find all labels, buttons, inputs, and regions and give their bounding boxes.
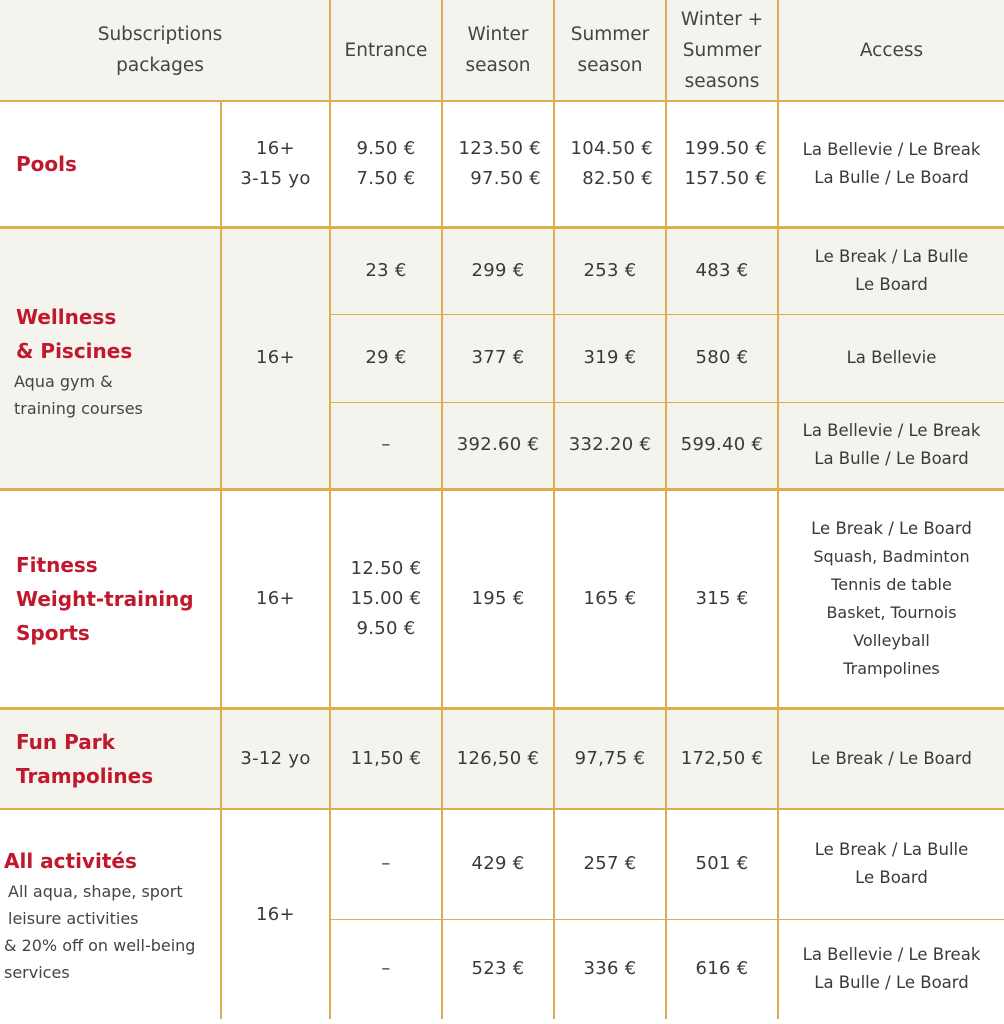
fitness-access-2: Tennis de table — [831, 574, 952, 594]
header-winter-l2: season — [465, 55, 531, 76]
pools-both-1: 199.50 € — [684, 137, 767, 159]
header-summer-l1: Summer — [570, 24, 650, 45]
fitness-row — [0, 489, 1004, 708]
wellness-3-winter: 392.60 € — [442, 402, 554, 489]
funpark-label-cell — [0, 708, 221, 809]
pools-row — [0, 101, 1004, 227]
all-subtitle-3: & 20% off on well-being — [4, 935, 196, 955]
wellness-1-access-2: Le Board — [855, 275, 928, 294]
pools-entrance — [330, 101, 442, 227]
pools-title: Pools — [0, 101, 221, 227]
pools-entrance-1: 9.50 € — [356, 137, 416, 159]
wellness-label-cell — [0, 227, 221, 489]
pools-summer-1: 104.50 € — [570, 137, 653, 159]
header-both — [666, 0, 778, 101]
wellness-1-summer: 253 € — [554, 227, 666, 314]
wellness-2-access: La Bellevie — [778, 314, 1004, 402]
pools-age-1: 16+ — [256, 137, 295, 159]
header-package-label: Subscriptions packages — [97, 24, 223, 76]
header-winter-l1: Winter — [467, 24, 529, 45]
fitness-entrance-1: 12.50 € — [350, 557, 422, 579]
all-2-winter: 523 € — [442, 919, 554, 1019]
funpark-row — [0, 708, 1004, 809]
fitness-title-2: Weight-training — [16, 586, 194, 611]
pools-summer-2: 82.50 € — [582, 167, 653, 189]
header-summer-l2: season — [577, 55, 643, 76]
fitness-entrance-2: 15.00 € — [350, 587, 422, 609]
pools-winter-1: 123.50 € — [458, 137, 541, 159]
all-1-both: 501 € — [666, 809, 778, 919]
wellness-2-entrance: 29 € — [330, 314, 442, 402]
pools-both — [666, 101, 778, 227]
funpark-both: 172,50 € — [666, 708, 778, 809]
all-age: 16+ — [221, 809, 330, 1019]
funpark-title-1: Fun Park — [16, 729, 115, 754]
all-title: All activités — [4, 848, 137, 873]
wellness-row-1 — [0, 227, 1004, 314]
header-both-l2: Summer — [682, 39, 762, 61]
wellness-3-entrance: – — [330, 402, 442, 489]
all-subtitle-4: services — [4, 962, 70, 982]
wellness-age: 16+ — [221, 227, 330, 489]
pools-age-2: 3-15 yo — [240, 167, 311, 189]
pools-winter — [442, 101, 554, 227]
fitness-entrance — [330, 489, 442, 708]
wellness-subtitle-1: Aqua gym & — [14, 372, 113, 391]
pools-access-1: La Bellevie / Le Break — [802, 139, 981, 159]
all-label-cell — [0, 809, 221, 1019]
all-2-summer: 336 € — [554, 919, 666, 1019]
header-access — [778, 0, 1004, 101]
pools-both-2: 157.50 € — [684, 167, 767, 189]
wellness-1-winter: 299 € — [442, 227, 554, 314]
funpark-summer: 97,75 € — [554, 708, 666, 809]
pools-access — [778, 101, 1004, 227]
pools-ages — [221, 101, 330, 227]
fitness-summer: 165 € — [554, 489, 666, 708]
all-1-winter: 429 € — [442, 809, 554, 919]
fitness-age: 16+ — [221, 489, 330, 708]
wellness-1-access-1: Le Break / La Bulle — [814, 247, 969, 266]
header-entrance-label: Entrance — [344, 39, 428, 61]
all-1-summer: 257 € — [554, 809, 666, 919]
header-summer — [554, 0, 666, 101]
all-subtitle-1: All aqua, shape, sport — [8, 881, 183, 901]
all-2-access — [778, 919, 1004, 1019]
fitness-access — [778, 489, 1004, 708]
fitness-entrance-3: 9.50 € — [356, 617, 416, 639]
all-1-access-1: Le Break / La Bulle — [814, 840, 969, 860]
wellness-title-2: & Piscines — [16, 339, 133, 363]
wellness-3-summer: 332.20 € — [554, 402, 666, 489]
all-row-1 — [0, 809, 1004, 919]
all-2-access-1: La Bellevie / Le Break — [802, 945, 981, 965]
wellness-2-both: 580 € — [666, 314, 778, 402]
header-access-label: Access — [859, 39, 924, 61]
wellness-1-entrance: 23 € — [330, 227, 442, 314]
all-1-access — [778, 809, 1004, 919]
wellness-2-winter: 377 € — [442, 314, 554, 402]
wellness-3-both: 599.40 € — [666, 402, 778, 489]
all-1-entrance: – — [330, 809, 442, 919]
wellness-1-both: 483 € — [666, 227, 778, 314]
wellness-3-access-1: La Bellevie / Le Break — [802, 421, 981, 440]
funpark-winter: 126,50 € — [442, 708, 554, 809]
all-2-access-2: La Bulle / Le Board — [814, 973, 969, 993]
header-row — [0, 0, 1004, 101]
wellness-2-summer: 319 € — [554, 314, 666, 402]
header-entrance — [330, 0, 442, 101]
pools-winter-2: 97.50 € — [470, 167, 541, 189]
header-package — [0, 0, 330, 101]
fitness-access-3: Basket, Tournois — [826, 602, 957, 622]
all-1-access-2: Le Board — [855, 868, 928, 888]
fitness-access-head: Le Break / Le Board — [811, 518, 972, 538]
pools-summer — [554, 101, 666, 227]
wellness-subtitle-2: training courses — [14, 399, 143, 418]
fitness-winter: 195 € — [442, 489, 554, 708]
header-both-l3: seasons — [684, 70, 760, 92]
fitness-access-1: Squash, Badminton — [813, 546, 970, 566]
funpark-title-2: Trampolines — [16, 763, 154, 788]
fitness-access-4: Volleyball — [853, 630, 930, 650]
fitness-both: 315 € — [666, 489, 778, 708]
header-both-l1: Winter + — [680, 8, 764, 30]
funpark-age: 3-12 yo — [221, 708, 330, 809]
wellness-3-access-2: La Bulle / Le Board — [814, 449, 969, 468]
funpark-access: Le Break / Le Board — [778, 708, 1004, 809]
pools-access-2: La Bulle / Le Board — [814, 167, 969, 187]
fitness-label-cell — [0, 489, 221, 708]
wellness-1-access — [778, 227, 1004, 314]
pools-entrance-2: 7.50 € — [356, 167, 416, 189]
fitness-access-5: Trampolines — [843, 658, 940, 678]
wellness-title-1: Wellness — [16, 305, 117, 329]
all-subtitle-2: leisure activities — [8, 908, 139, 928]
header-winter — [442, 0, 554, 101]
fitness-title-3: Sports — [16, 620, 90, 645]
fitness-title-1: Fitness — [16, 552, 98, 577]
wellness-3-access — [778, 402, 1004, 489]
all-2-entrance: – — [330, 919, 442, 1019]
funpark-entrance: 11,50 € — [330, 708, 442, 809]
all-2-both: 616 € — [666, 919, 778, 1019]
